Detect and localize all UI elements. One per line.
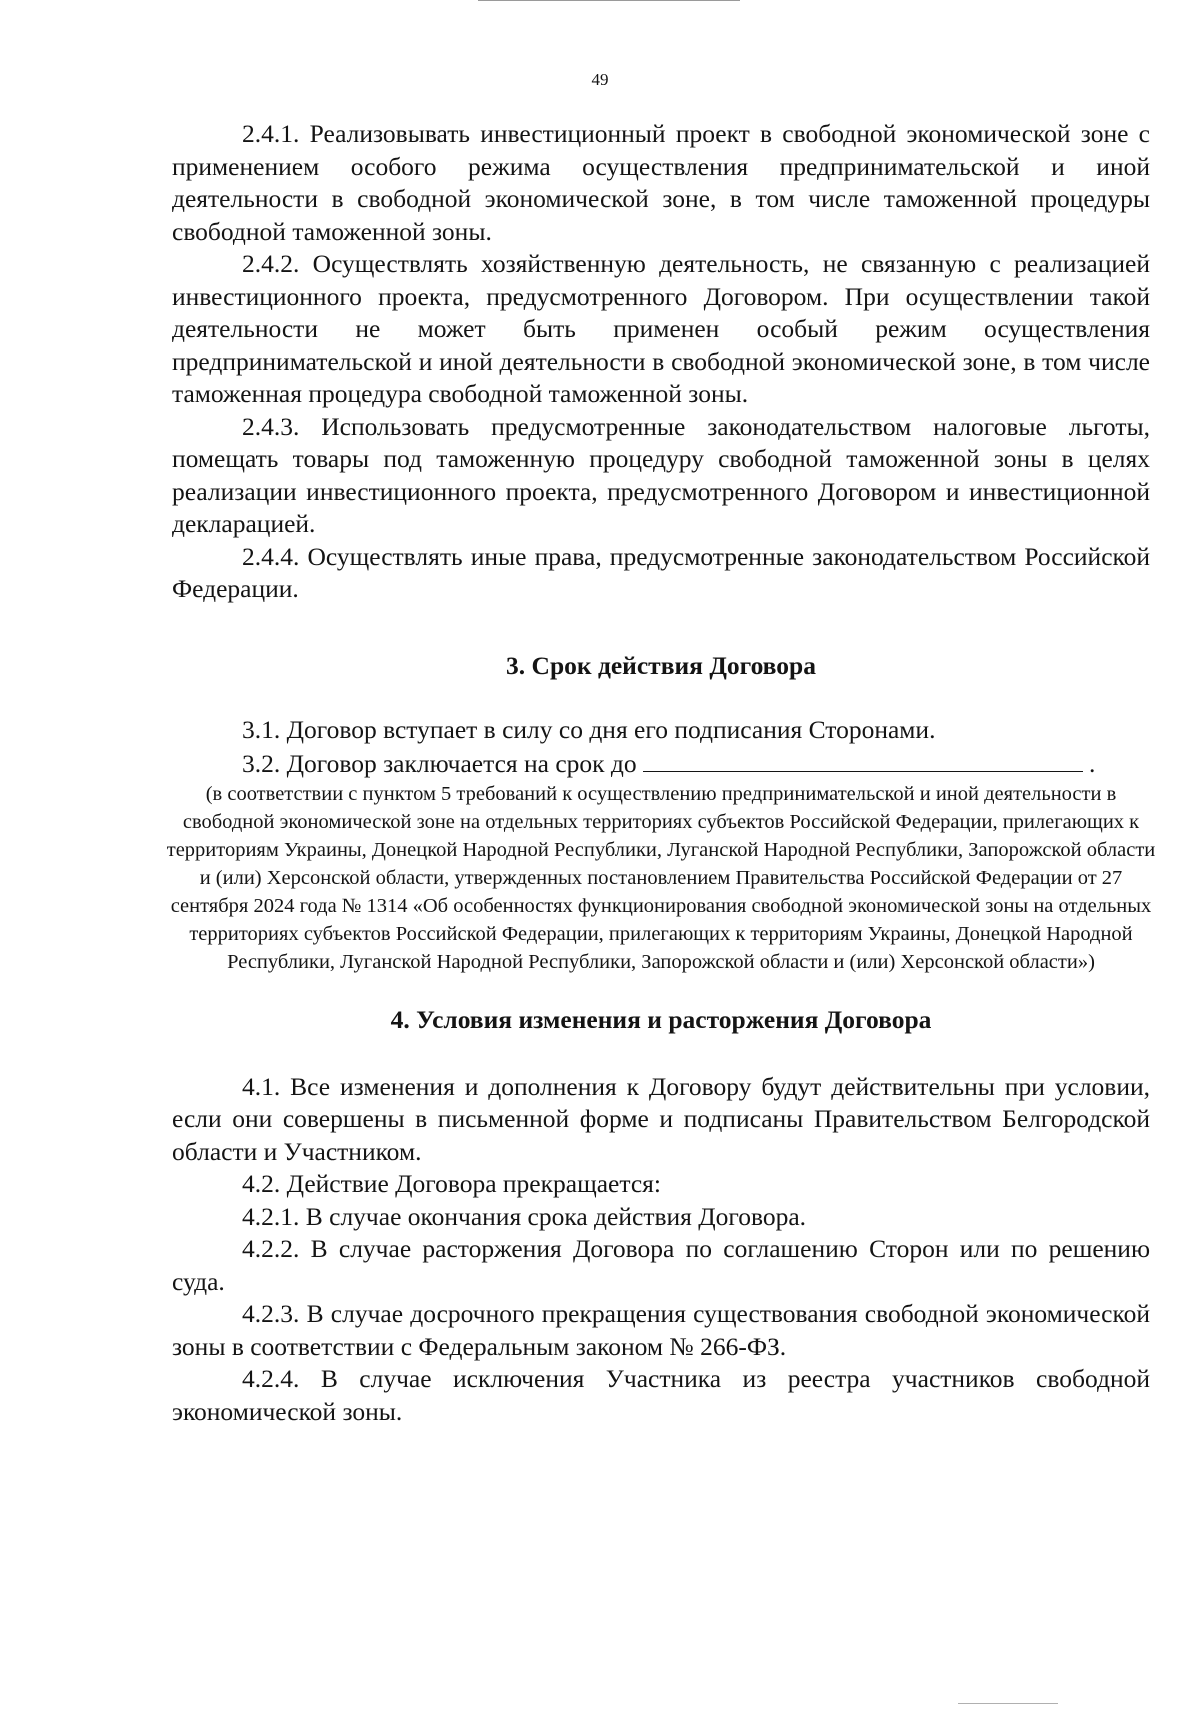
bottom-edge-line bbox=[958, 1703, 1058, 1704]
paragraph-4-2-4: 4.2.4. В случае исключения Участника из реестра участников свободной экономической зоны. bbox=[172, 1364, 1150, 1426]
term-footnote: (в соответствии с пунктом 5 требований к осуществлению предпринимательской и иной деятельности в свободной экономической зоне на отдельных территориях субъектов Российской Федерации, прилегающих к территориям Украины, Донецкой Народной Республики, Луганской Народной Республики, Запорожской области и (или) Херсонской области, утвержденных постановлением Правительства Российской Федерации от 27 сентября 2024 года № 1314 «Об особенностях функционирования свободной экономической зоны на отдельных территориях субъектов Российской Федерации, прилегающих к территориям Украины, Донецкой Народной Республики, Луганской Народной Республики, Запорожской области и (или) Херсонской области») bbox=[166, 783, 1156, 973]
paragraph-2-4-4: 2.4.4. Осуществлять иные права, предусмотренные законодательством Российской Федерации. bbox=[172, 541, 1150, 603]
paragraph-2-4-2: 2.4.2. Осуществлять хозяйственную деятельность, не связанную с реализацией инвестиционного проекта, предусмотренного Договором. При осуществлении такой деятельности не может быть применен особый режим осуществления предпринимательской и иной деятельности в свободной экономической зоне, в том числе таможенная процедура свободной таможенной зоны. bbox=[172, 249, 1150, 408]
term-blank-line bbox=[643, 747, 1083, 772]
top-edge-line bbox=[478, 0, 740, 1]
section-4-title: 4. Условия изменения и расторжения Договора bbox=[390, 1005, 932, 1034]
section-3-title: 3. Срок действия Договора bbox=[506, 650, 816, 680]
spacer bbox=[172, 1037, 1150, 1071]
paragraph-4-2-3: 4.2.3. В случае досрочного прекращения существования свободной экономической зоны в соответствии с Федеральным законом № 266-ФЗ. bbox=[172, 1299, 1150, 1361]
paragraph-4-1: 4.1. Все изменения и дополнения к Договору будут действительны при условии, если они совершены в письменной форме и подписаны Правительством Белгородской области и Участником. bbox=[172, 1071, 1150, 1166]
document-body bbox=[166, 118, 1156, 1428]
spacer bbox=[172, 606, 1150, 650]
paragraph-3-2 bbox=[172, 747, 1150, 781]
paragraph-3-1: 3.1. Договор вступает в силу со дня его подписания Сторонами. bbox=[242, 715, 936, 744]
paragraph-3-2-text: 3.2. Договор заключается на срок до bbox=[242, 748, 637, 778]
page-number: 49 bbox=[591, 70, 609, 89]
spacer bbox=[172, 976, 1150, 1004]
paragraph-2-4-3: 2.4.3. Использовать предусмотренные законодательством налоговые льготы, помещать товары под таможенную процедуру свободной таможенной зоны в целях реализации инвестиционного проекта, предусмотренного Договором и инвестиционной декларацией. bbox=[172, 411, 1150, 538]
paragraph-3-2-period: . bbox=[1089, 748, 1096, 778]
paragraph-2-4-1: 2.4.1. Реализовывать инвестиционный проект в свободной экономической зоне с применением особого режима осуществления предпринимательской и иной деятельности в свободной экономической зоне, в том числе таможенной процедуры свободной таможенной зоны. bbox=[172, 119, 1150, 246]
paragraph-4-2: 4.2. Действие Договора прекращается: bbox=[242, 1169, 661, 1198]
paragraph-4-2-1: 4.2.1. В случае окончания срока действия Договора. bbox=[242, 1201, 807, 1231]
spacer bbox=[172, 682, 1150, 714]
paragraph-4-2-2: 4.2.2. В случае расторжения Договора по соглашению Сторон или по решению суда. bbox=[172, 1234, 1150, 1296]
